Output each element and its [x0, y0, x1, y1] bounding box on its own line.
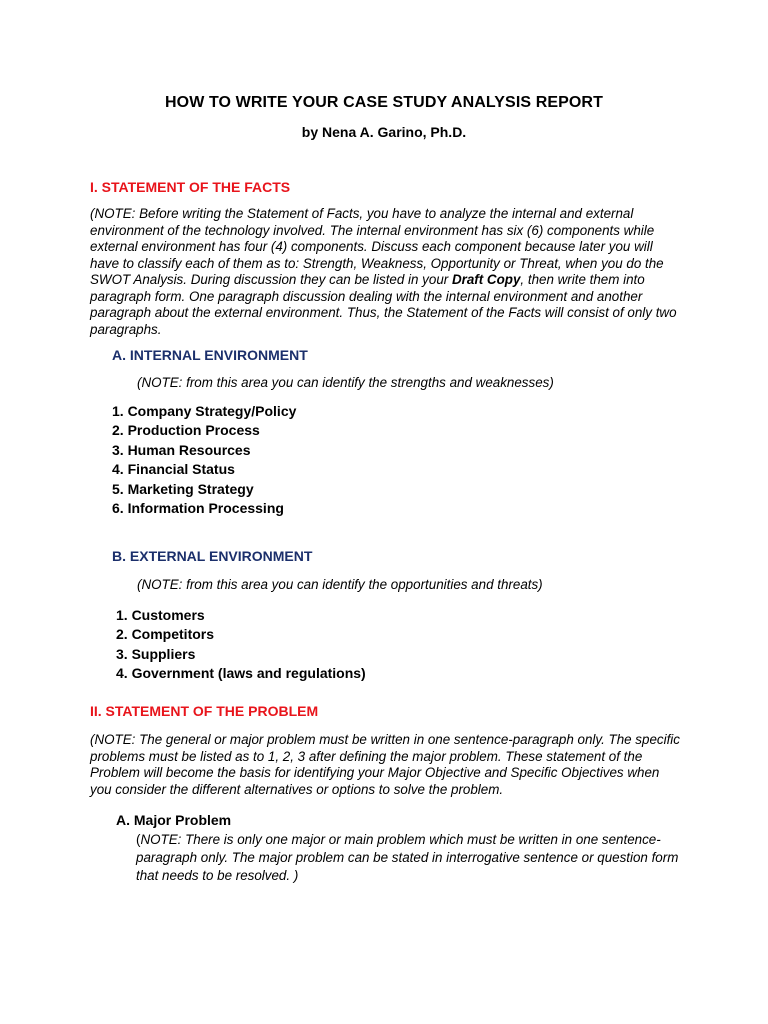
subheading-internal-environment: A. INTERNAL ENVIRONMENT — [112, 347, 308, 363]
list-item: 6. Information Processing — [112, 500, 284, 517]
list-item: 1. Customers — [116, 607, 205, 623]
section-heading-facts: I. STATEMENT OF THE FACTS — [90, 179, 291, 195]
list-item: 2. Production Process — [112, 422, 260, 439]
major-problem-note-paren: ( — [136, 832, 141, 847]
problem-note: (NOTE: The general or major problem must be written in one sentence-paragraph only. The specific problems must be listed as to 1, 2, 3 after defining the major problem. These statement of the Problem will become the basis for identifying your Major Objective and Specific Objectives when you consider the different alternatives or options to solve the problem. — [90, 732, 680, 797]
list-item: 2. Competitors — [116, 626, 215, 643]
facts-note — [90, 206, 682, 338]
facts-note-text-1: (NOTE: Before writing the Statement of Facts, you have to analyze the internal and external environment of the technology involved. The internal environment has six (6) components while external environment has four (4) components. Discuss each component because later you will have to classify each of them as to: Strength, Weakness, Opportunity or Threat, when you do the SWOT Analysis. During discussion they can be listed in your — [90, 206, 664, 287]
list-item: 4. Government (laws and regulations) — [116, 665, 366, 682]
section-heading-problem: II. STATEMENT OF THE PROBLEM — [90, 703, 319, 719]
major-problem-note-text: NOTE: There is only one major or main problem which must be written in one sentence-paragraph only. The major problem can be stated in interrogative sentence or question form that needs to be resolved. ) — [136, 832, 679, 883]
document-byline: by Nena A. Garino, Ph.D. — [301, 124, 467, 140]
list-item: 3. Suppliers — [116, 645, 196, 662]
draft-copy-emphasis: Draft Copy — [451, 272, 521, 287]
internal-environment-note: (NOTE: from this area you can identify the strengths and weaknesses) — [137, 375, 554, 390]
facts-note-text-2: , then write them into paragraph form. One paragraph discussion dealing with the internal environment and another paragraph about the external environment. Thus, the Statement of the Facts will consist of only two paragraphs. — [90, 272, 677, 337]
external-environment-note: (NOTE: from this area you can identify the opportunities and threats) — [137, 577, 543, 592]
internal-components-list — [112, 402, 296, 518]
subheading-external-environment: B. EXTERNAL ENVIRONMENT — [112, 548, 313, 564]
document-title: HOW TO WRITE YOUR CASE STUDY ANALYSIS REPORT — [165, 94, 603, 111]
list-item: 1. Company Strategy/Policy — [112, 403, 297, 419]
list-item: 5. Marketing Strategy — [112, 480, 254, 497]
list-item: 3. Human Resources — [112, 441, 251, 458]
major-problem-label: A. Major Problem — [116, 812, 232, 828]
list-item: 4. Financial Status — [112, 461, 235, 478]
external-components-list — [116, 606, 366, 684]
major-problem-note — [136, 831, 684, 885]
